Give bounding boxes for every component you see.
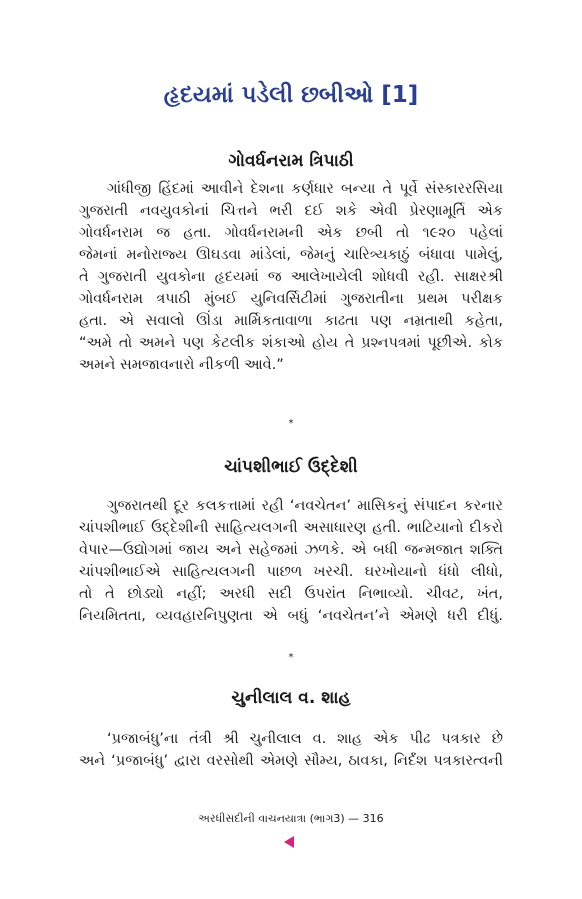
paragraph-line: ગુજરાતથી દૂર કલકત્તામાં રહી ‘નવચેતન’ માસિકનું સંપાદન કરનાર [107, 498, 503, 514]
paragraph-champshibhai [79, 495, 503, 627]
paragraph-govardhanram [79, 178, 503, 376]
page-footer: અરધીસદીની વાચનયાત્રા (ભાગ3) — 316 [198, 812, 384, 825]
page-title: હૃદયમાં પડેલી છબીઓ [1] [163, 82, 419, 108]
section-heading-champshibhai: ચાંપશીભાઈ ઉદ્દેશી [224, 457, 358, 477]
section-heading-chunilal: ચુનીલાલ વ. શાહ [231, 688, 351, 708]
paragraph-line: અને ‘પ્રજાબંધુ’ દ્વારા વરસોથી એમણે સૌમ્ય, ઠાવકા, નિર્દંશ પત્રકારત્વની [79, 753, 503, 769]
paragraph-line: ગોવર્ધનરામ જ હતા. ગોવર્ધનરામની એક છબી તો ૧૯૨૦ પહેલાં [79, 225, 503, 241]
paragraph-line: હતા. એ સવાલો ઊંડા માર્મિકતાવાળા કાઢતા પણ નમ્રતાથી કહેતા, [79, 313, 503, 329]
paragraph-line: ‘પ્રજાબંધુ’ના તંત્રી શ્રી ચુનીલાલ વ. શાહ એક પીઢ પત્રકાર છે [107, 731, 503, 747]
paragraph-line: નિયમિતતા, વ્યવહારનિપુણતા એ બધું ‘નવચેતન’ને એમણે ધરી દીધું. [79, 608, 503, 624]
paragraph-line: ગોવર્ધનરામ ત્રપાઠી મુંબઈ યુનિવર્સિટીમાં ગુજરાતીના પ્રથમ પરીક્ષક [79, 291, 503, 307]
section-separator: * [288, 652, 294, 663]
paragraph-line: “અમે તો અમને પણ કેટલીક શંકાઓ હોય તે પ્રશ્નપત્રમાં પૂછીએ. કોક [79, 335, 503, 351]
paragraph-line: વેપાર—ઉદ્યોગમાં જાય અને સહેજમાં ઝળકે. એ બધી જન્મજાત શક્તિ [79, 542, 503, 558]
paragraph-line: જેમનાં મનોરાજ્ય ઊઘડવા માંડેલાં, જેમનું ચારિત્ર્યકાઠું બંધાવા પામેલું, [79, 247, 503, 263]
paragraph-line: ગુજરાતી નવયુવકોનાં ચિત્તને ભરી દઈ શકે એવી પ્રેરણામૂર્તિ એક [79, 203, 503, 219]
paragraph-chunilal [79, 728, 503, 772]
section-heading-govardhanram: ગોવર્ધનરામ ત્રિપાઠી [228, 151, 354, 171]
paragraph-line: ચાંપશીભાઈએ સાહિત્યલગની પાછળ ખરચી. ઘરખોયાનો ધંધો લીધો, [79, 564, 503, 580]
paragraph-line: તે ગુજરાતી યુવકોના હૃદયમાં જ આલેખાયેલી શોધવી રહી. સાક્ષરશ્રી [79, 269, 503, 285]
paragraph-line: તો તે છોડ્યો નહીં; અરધી સદી ઉપરાંત નિભાવ્યો. ચીવટ, ખંત, [79, 586, 503, 602]
triangle-left-icon[interactable] [284, 836, 294, 848]
paragraph-line: ચાંપશીભાઈ ઉદ્દેશીની સાહિત્યલગની અસાધારણ હતી. ભાટિયાનો દીકરો [79, 520, 503, 536]
paragraph-line: અમને સમજાવનારો નીકળી આવે.” [79, 357, 284, 373]
paragraph-line: ગાંધીજી હિંદમાં આવીને દેશના કર્ણધાર બન્યા તે પૂર્વે સંસ્કારરસિયા [107, 181, 503, 197]
section-separator: * [288, 418, 294, 429]
